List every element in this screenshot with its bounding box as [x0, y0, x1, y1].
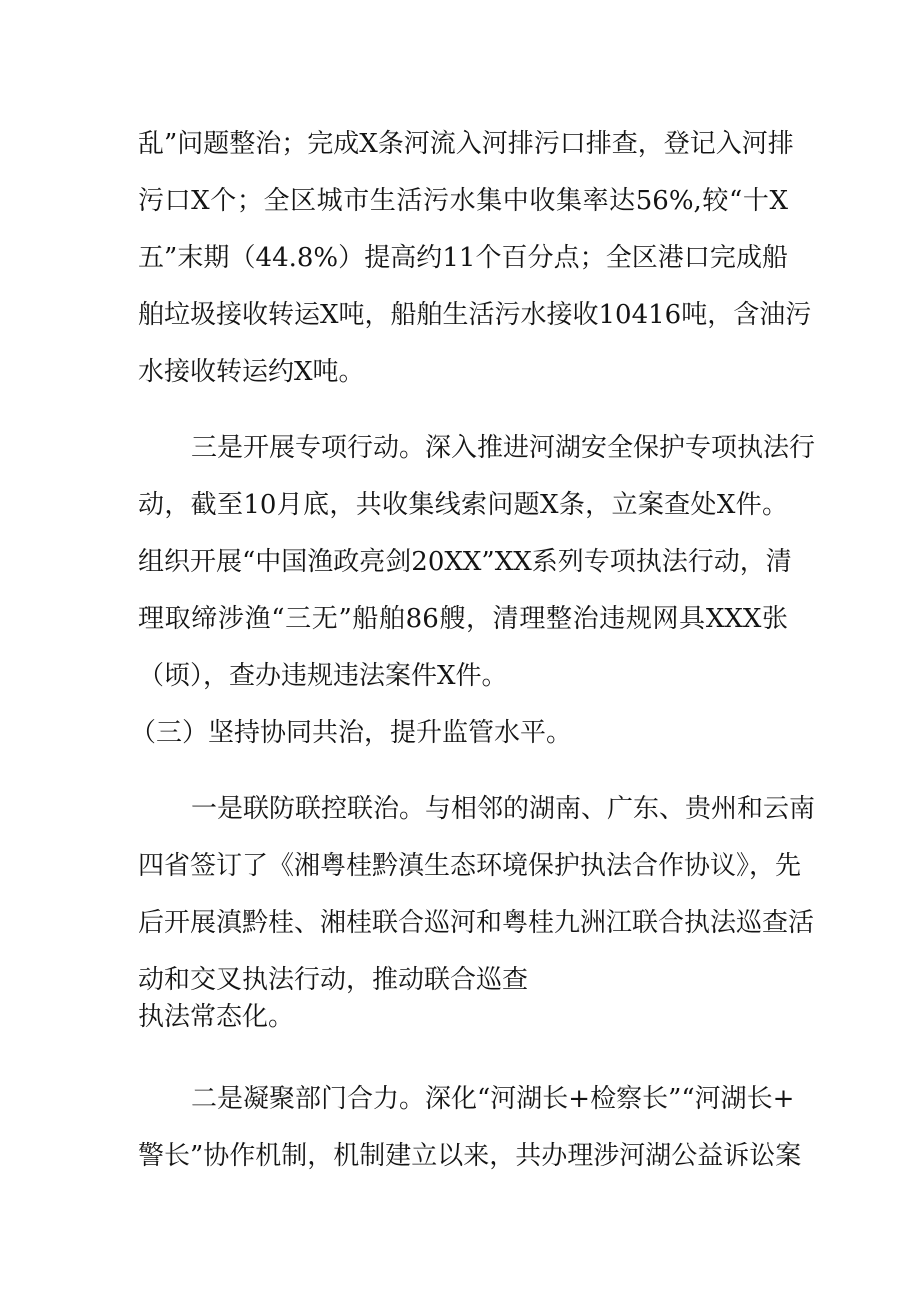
text-line-15: 动和交叉执法行动，推动联合巡查	[138, 965, 529, 995]
text-line-12: 一是联防联控联治。与相邻的湖南、广东、贵州和云南	[191, 794, 816, 824]
text-line-6: 三是开展专项行动。深入推进河湖安全保护专项执法行	[191, 433, 816, 463]
text-line-8: 组织开展“中国渔政亮剑20XX”XX系列专项执法行动，清	[138, 547, 792, 577]
text-line-4: 舶垃圾接收转运X吨，船舶生活污水接收10416吨，含油污	[138, 300, 812, 330]
text-line-1: 乱”问题整治；完成X条河流入河排污口排查，登记入河排	[138, 129, 794, 159]
text-line-9: 理取缔涉渔“三无”船舶86艘，清理整治违规网具XXX张	[138, 604, 788, 634]
text-line-10: （顷），查办违规违法案件X件。	[138, 661, 508, 691]
text-line-5: 水接收转运约X吨。	[138, 357, 365, 387]
text-line-18: 警长”协作机制，机制建立以来，共办理涉河湖公益诉讼案	[138, 1141, 802, 1171]
text-line-3: 五”末期（44.8%）提高约11个百分点；全区港口完成船	[138, 243, 788, 273]
text-line-17: 二是凝聚部门合力。深化“河湖长+检察长”“河湖长+	[191, 1084, 795, 1114]
text-line-7: 动，截至10月底，共收集线索问题X条，立案查处X件。	[138, 490, 788, 520]
text-line-16: 执法常态化。	[138, 1002, 295, 1032]
section-heading: （三）坚持协同共治，提升监管水平。	[130, 718, 573, 748]
text-line-14: 后开展滇黔桂、湘桂联合巡河和粤桂九洲江联合执法巡查活	[138, 908, 815, 938]
text-line-13: 四省签订了《湘粤桂黔滇生态环境保护执法合作协议》，先	[138, 851, 802, 881]
text-line-2: 污口X个；全区城市生活污水集中收集率达56%,较“十X	[138, 186, 788, 216]
